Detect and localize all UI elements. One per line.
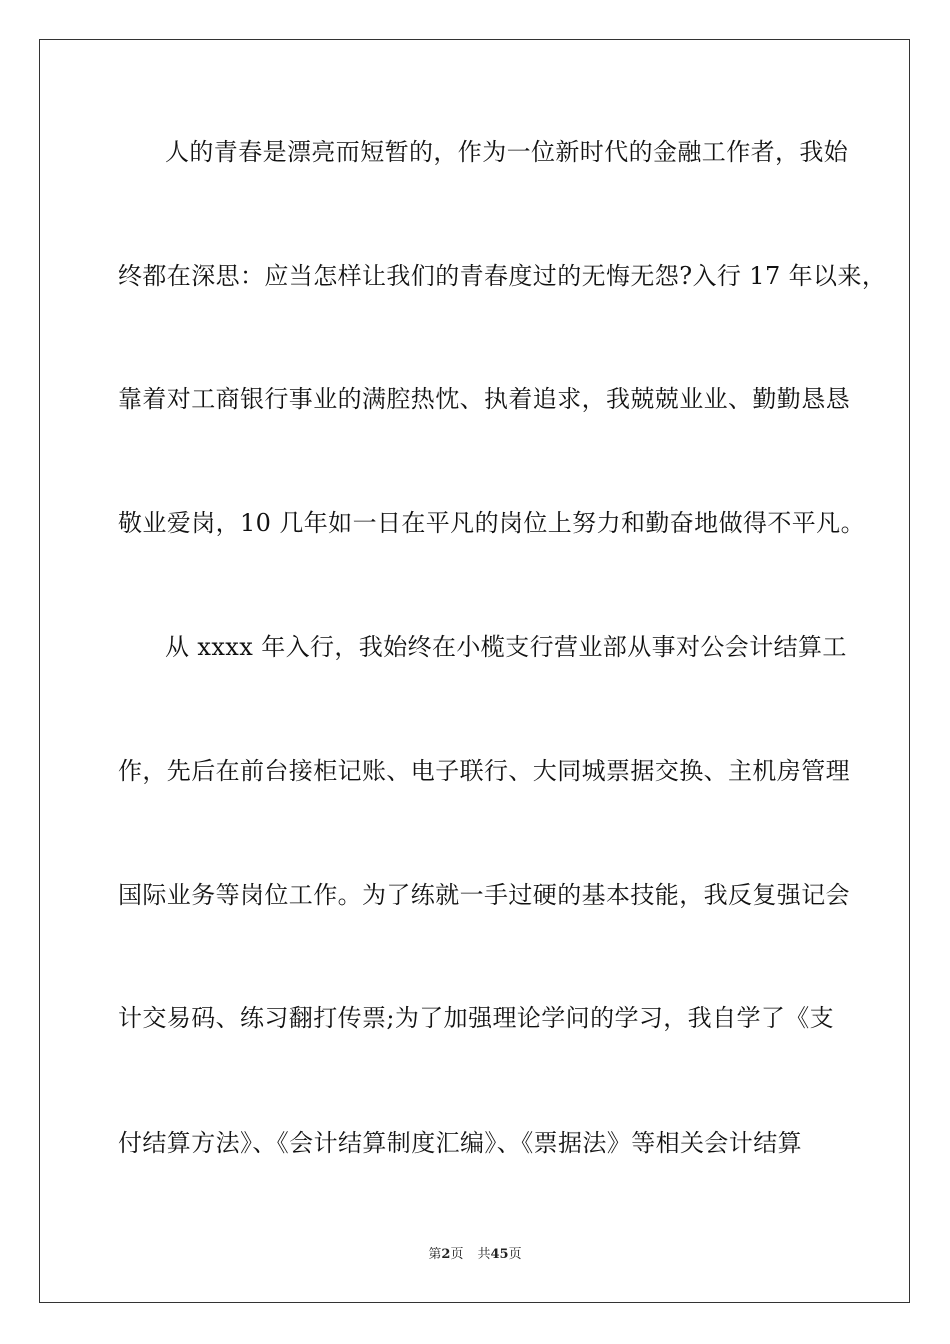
- paragraph-1-line-3: 靠着对工商银行事业的满腔热忱、执着追求，我兢兢业业、勤勤恳恳: [118, 385, 850, 413]
- paragraph-2-line-3: 国际业务等岗位工作。为了练就一手过硬的基本技能，我反复强记会: [118, 881, 850, 909]
- paragraph-2-line-1: 从 xxxx 年入行，我始终在小榄支行营业部从事对公会计结算工: [165, 633, 847, 661]
- page-suffix: 页: [450, 1247, 464, 1262]
- paragraph-2-line-4: 计交易码、练习翻打传票;为了加强理论学问的学习，我自学了《支: [118, 1004, 835, 1032]
- total-suffix: 页: [508, 1247, 522, 1262]
- paragraph-1-line-2: 终都在深思：应当怎样让我们的青春度过的无悔无怨?入行 17 年以来，: [118, 262, 887, 290]
- page-number: 2: [441, 1247, 451, 1262]
- page-border: [39, 39, 910, 1303]
- paragraph-1-line-4: 敬业爱岗，10 几年如一日在平凡的岗位上努力和勤奋地做得不平凡。: [118, 509, 865, 537]
- paragraph-1-line-1: 人的青春是漂亮而短暂的，作为一位新时代的金融工作者，我始: [165, 138, 849, 166]
- page-prefix: 第: [428, 1247, 442, 1262]
- paragraph-2-line-2: 作，先后在前台接柜记账、电子联行、大同城票据交换、主机房管理: [118, 757, 850, 785]
- total-prefix: 共: [477, 1247, 491, 1262]
- paragraph-2-line-5: 付结算方法》、《会计结算制度汇编》、《票据法》等相关会计结算: [118, 1129, 802, 1157]
- total-pages: 45: [490, 1247, 509, 1262]
- page-footer: [0, 1247, 950, 1263]
